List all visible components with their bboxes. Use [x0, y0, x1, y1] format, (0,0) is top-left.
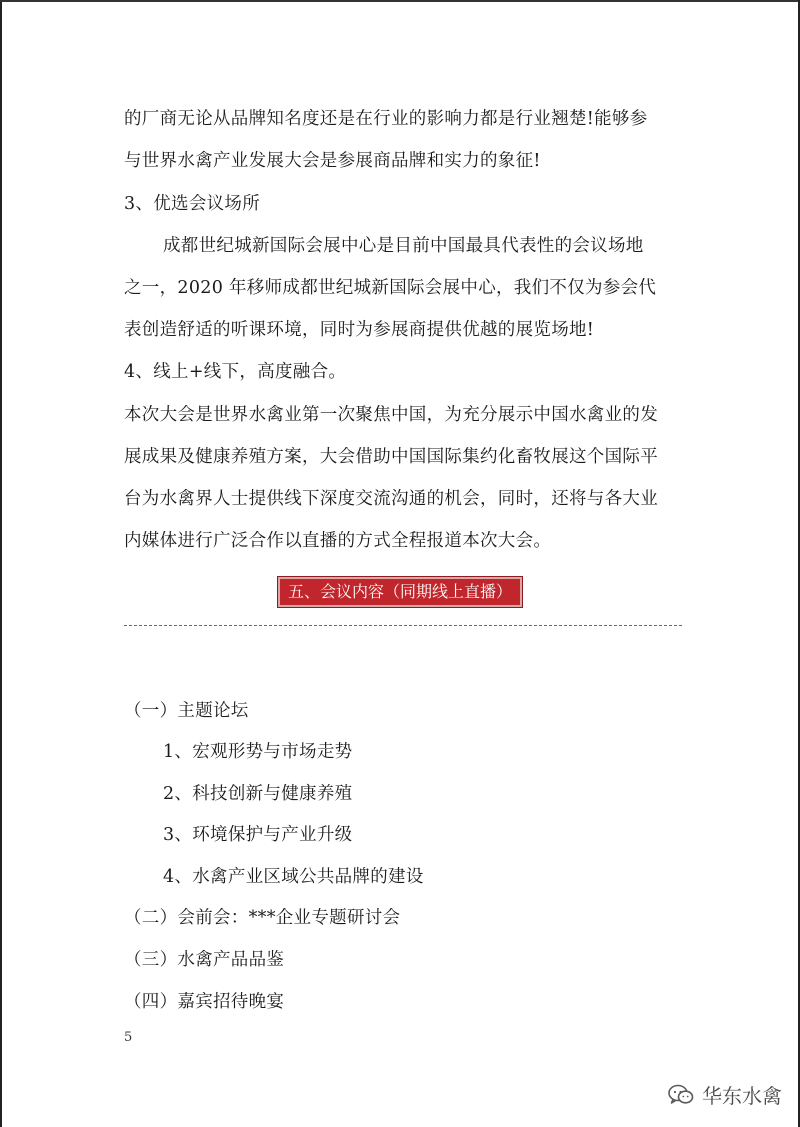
paragraph-line: 表创造舒适的听课环境，同时为参展商提供优越的展览场地! — [124, 320, 595, 340]
watermark — [668, 1080, 782, 1109]
agenda-topic: 1、宏观形势与市场走势 — [163, 742, 353, 762]
page-number: 5 — [124, 1030, 133, 1045]
wechat-icon — [668, 1084, 694, 1106]
section-heading-container — [0, 577, 800, 607]
item-3-heading: 3、优选会议场所 — [124, 194, 261, 214]
paragraph-line: 成都世纪城新国际会展中心是目前中国最具代表性的会议场地 — [163, 236, 644, 256]
agenda-forum-heading: （一）主题论坛 — [124, 701, 249, 721]
section-5-heading: 五、会议内容（同期线上直播） — [278, 577, 522, 607]
paragraph-line: 内媒体进行广泛合作以直播的方式全程报道本次大会。 — [124, 531, 552, 551]
agenda-pre-meeting: （二）会前会：***企业专题研讨会 — [124, 908, 401, 928]
paragraph-line: 之一，2020 年移师成都世纪城新国际会展中心，我们不仅为参会代 — [124, 278, 657, 298]
watermark-text: 华东水禽 — [702, 1084, 782, 1108]
agenda-topic: 2、科技创新与健康养殖 — [163, 784, 353, 804]
paragraph-line: 台为水禽界人士提供线下深度交流沟通的机会，同时，还将与各大业 — [124, 489, 658, 509]
agenda-topic: 4、水禽产业区域公共品牌的建设 — [163, 867, 424, 887]
page-edge-top — [0, 0, 800, 2]
agenda-topic: 3、环境保护与产业升级 — [163, 825, 353, 845]
paragraph-line: 本次大会是世界水禽业第一次聚焦中国，为充分展示中国水禽业的发 — [124, 405, 658, 425]
paragraph-line: 的厂商无论从品牌知名度还是在行业的影响力都是行业翘楚!能够参 — [124, 109, 648, 129]
paragraph-line: 与世界水禽产业发展大会是参展商品牌和实力的象征! — [124, 151, 541, 171]
agenda-banquet: （四）嘉宾招待晚宴 — [124, 992, 285, 1012]
page-edge-left — [0, 0, 2, 1127]
item-4-heading: 4、线上+线下，高度融合。 — [124, 362, 347, 382]
agenda-tasting: （三）水禽产品品鉴 — [124, 950, 285, 970]
section-divider — [124, 625, 682, 626]
paragraph-line: 展成果及健康养殖方案，大会借助中国国际集约化畜牧展这个国际平 — [124, 447, 658, 467]
